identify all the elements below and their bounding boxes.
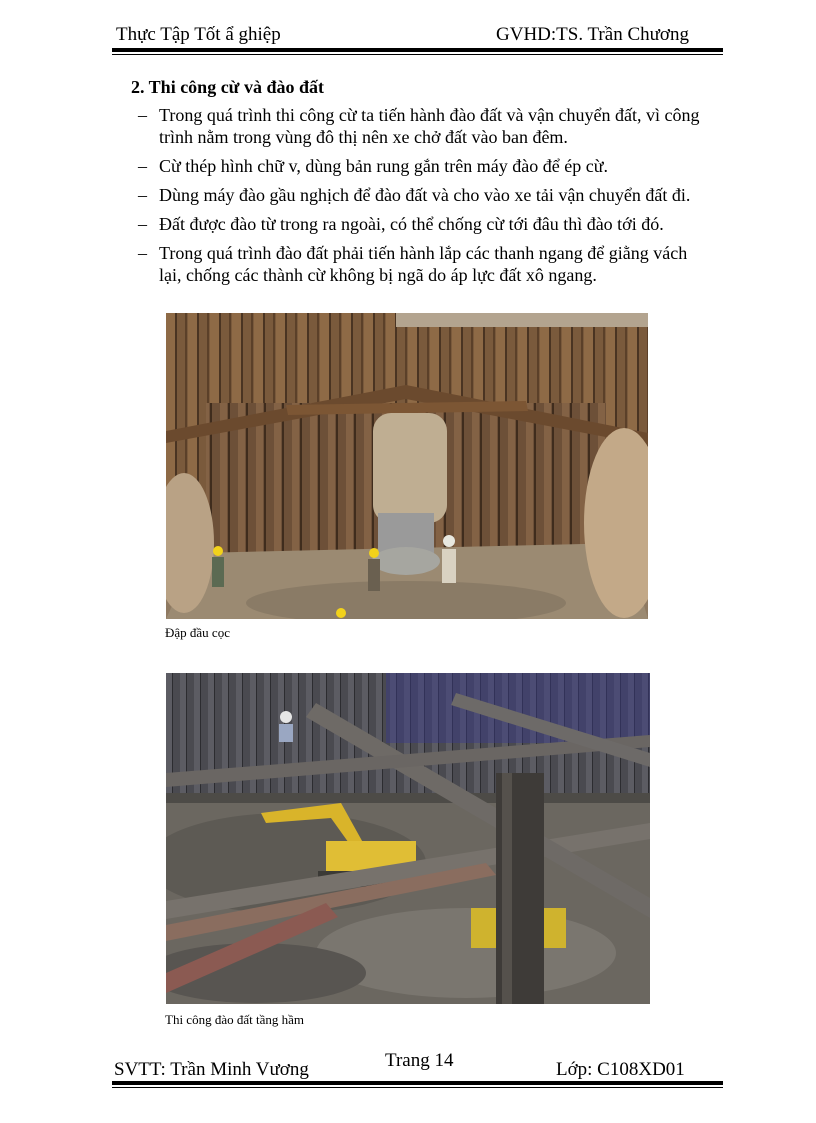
header-left: Thực Tập Tốt ẩ ghiệp	[116, 24, 281, 45]
list-item	[138, 184, 713, 206]
bullet-text: Trong quá trình đào đất phải tiến hành lắp các thanh ngang để giằng vách lại, chống các thành cừ không bị ngã do áp lực đất xô ngang.	[159, 243, 688, 285]
excavation-photo	[166, 673, 650, 1004]
footer-rule-thick	[112, 1081, 723, 1085]
list-item	[138, 104, 713, 148]
header-right: GVHD:TS. Trần Chương	[496, 24, 689, 45]
bullet-text: Đất được đào từ trong ra ngoài, có thể chống cừ tới đâu thì đào tới đó.	[159, 214, 664, 234]
pile-pit-illustration	[166, 313, 648, 619]
bullet-list	[138, 104, 713, 293]
list-item	[138, 213, 713, 235]
header-rule-thick	[112, 48, 723, 52]
bullet-dash: –	[138, 185, 147, 205]
excavation-illustration	[166, 673, 650, 1004]
pile-head-photo	[166, 313, 648, 619]
photo-2-caption: Thi công đào đất tầng hầm	[165, 1012, 304, 1027]
page-number: Trang 14	[385, 1050, 454, 1071]
footer-class: Lớp: C108XD01	[556, 1059, 685, 1080]
bullet-text: Cừ thép hình chữ v, dùng bản rung gắn trên máy đào để ép cừ.	[159, 156, 608, 176]
bullet-dash: –	[138, 156, 147, 176]
header-rule-thin	[112, 54, 723, 55]
bullet-dash: –	[138, 243, 147, 263]
list-item	[138, 155, 713, 177]
footer-student: SVTT: Trần Minh Vương	[114, 1059, 309, 1080]
bullet-text: Dùng máy đào gầu nghịch để đào đất và cho vào xe tải vận chuyển đất đi.	[159, 185, 691, 205]
list-item	[138, 242, 713, 286]
section-title: 2. Thi công cừ và đào đất	[131, 77, 324, 97]
bullet-dash: –	[138, 214, 147, 234]
footer-rule-thin	[112, 1087, 723, 1088]
photo-1-caption: Đập đầu cọc	[165, 625, 230, 640]
bullet-text: Trong quá trình thi công cừ ta tiến hành đào đất và vận chuyển đất, vì công trình nằm trong vùng đô thị nên xe chở đất vào ban đêm.	[159, 105, 700, 147]
bullet-dash: –	[138, 105, 147, 125]
